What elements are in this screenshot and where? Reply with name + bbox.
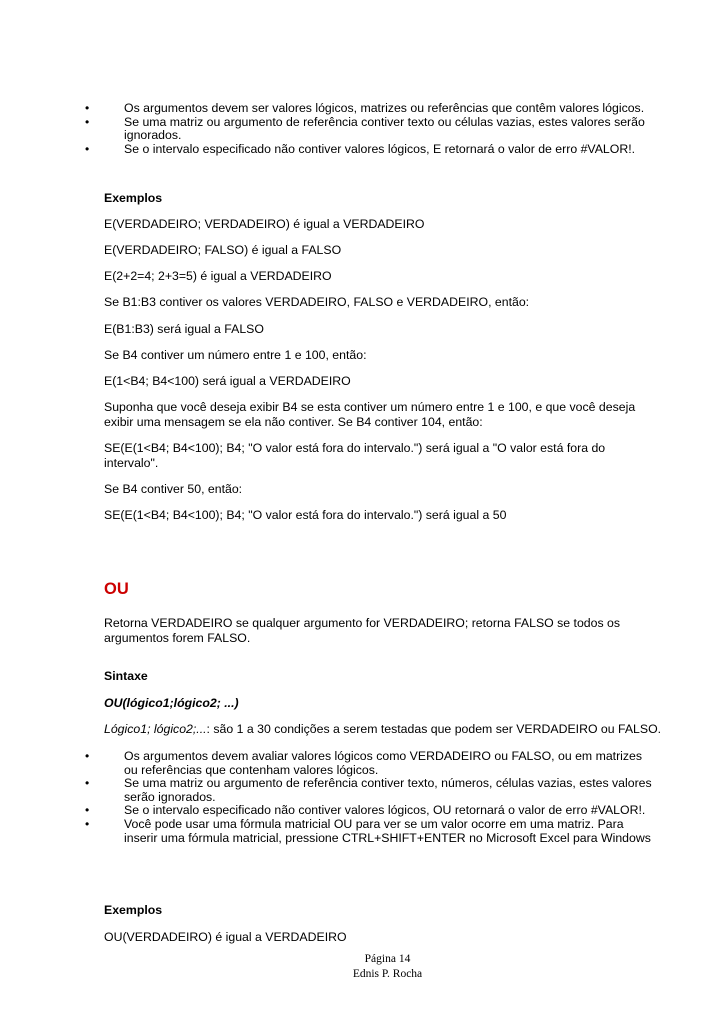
bullet-text: Você pode usar uma fórmula matricial OU para ver se um valor ocorre em uma matriz. Para inserir uma fórmula matricial, pressione CTRL+SHIFT+ENTER no Microsoft Excel para Windows	[124, 816, 651, 845]
bullet-icon: •	[85, 816, 90, 831]
paragraph-line: argumentos forem FALSO.	[104, 631, 251, 645]
list-item	[85, 750, 652, 777]
bullet-text: Os argumentos devem ser valores lógicos, matrizes ou referências que contêm valores lógicos.	[124, 101, 645, 115]
section-heading-sintaxe: Sintaxe	[104, 669, 148, 683]
paragraph-line: SE(E(1<B4; B4<100); B4; "O valor está fora do intervalo.") será igual a "O valor está fora do	[104, 441, 606, 455]
syntax-line: OU(lógico1;lógico2; ...)	[104, 696, 239, 710]
page-footer	[0, 952, 728, 981]
example-line: E(1<B4; B4<100) será igual a VERDADEIRO	[104, 374, 351, 388]
bullet-text: Se o intervalo especificado não contiver valores lógicos, OU retornará o valor de erro #VALOR!.	[124, 803, 646, 818]
bullet-icon: •	[85, 749, 90, 763]
list-item	[85, 777, 652, 804]
arguments-name: Lógico1; lógico2;...	[104, 722, 207, 736]
list-item	[85, 804, 652, 818]
bullet-list-e-rules	[85, 102, 645, 156]
bullet-icon: •	[85, 776, 90, 791]
bullet-icon: •	[85, 101, 90, 115]
example-line: OU(VERDADEIRO) é igual a VERDADEIRO	[104, 930, 347, 944]
bullet-icon: •	[85, 141, 90, 156]
paragraph-line: intervalo".	[104, 456, 159, 470]
paragraph-line: Retorna VERDADEIRO se qualquer argumento for VERDADEIRO; retorna FALSO se todos os	[104, 616, 621, 630]
bullet-text: Se uma matriz ou argumento de referência contiver texto, números, células vazias, estes valores serão ignorados.	[124, 776, 652, 804]
list-item	[85, 143, 645, 157]
list-item	[85, 818, 652, 845]
section-heading-exemplos: Exemplos	[104, 191, 163, 205]
bullet-text: Se o intervalo especificado não contiver valores lógicos, E retornará o valor de erro #VALOR!.	[124, 141, 636, 156]
arguments-line	[104, 722, 661, 737]
bullet-list-ou-rules	[85, 750, 652, 845]
paragraph-line: exibir uma mensagem se ela não contiver. Se B4 contiver 104, então:	[104, 415, 483, 429]
bullet-icon: •	[85, 803, 90, 818]
bullet-icon: •	[85, 114, 90, 129]
bullet-text: Se uma matriz ou argumento de referência contiver texto ou células vazias, estes valores serão ignorados.	[124, 114, 645, 143]
arguments-description: : são 1 a 30 condições a serem testadas que podem ser VERDADEIRO ou FALSO.	[206, 722, 662, 736]
bullet-text: Os argumentos devem avaliar valores lógicos como VERDADEIRO ou FALSO, ou em matrizes ou referências que contenham valores lógicos.	[124, 749, 643, 777]
page-number: Página 14	[364, 953, 411, 965]
example-line: E(VERDADEIRO; VERDADEIRO) é igual a VERDADEIRO	[104, 217, 425, 231]
example-line: Se B4 contiver um número entre 1 e 100, então:	[104, 348, 367, 362]
example-line: SE(E(1<B4; B4<100); B4; "O valor está fora do intervalo.") será igual a 50	[104, 508, 507, 522]
section-heading-exemplos: Exemplos	[104, 903, 163, 917]
example-line: Se B4 contiver 50, então:	[104, 482, 243, 496]
list-item	[85, 102, 645, 116]
example-line: E(B1:B3) será igual a FALSO	[104, 322, 264, 336]
example-line: E(2+2=4; 2+3=5) é igual a VERDADEIRO	[104, 269, 332, 283]
list-item	[85, 116, 645, 143]
paragraph-line: Suponha que você deseja exibir B4 se esta contiver um número entre 1 e 100, e que você deseja	[104, 400, 636, 414]
example-line: Se B1:B3 contiver os valores VERDADEIRO, FALSO e VERDADEIRO, então:	[104, 295, 530, 309]
author-name: Ednis P. Rocha	[352, 967, 423, 980]
section-title-ou: OU	[104, 580, 129, 598]
example-line: E(VERDADEIRO; FALSO) é igual a FALSO	[104, 243, 342, 257]
